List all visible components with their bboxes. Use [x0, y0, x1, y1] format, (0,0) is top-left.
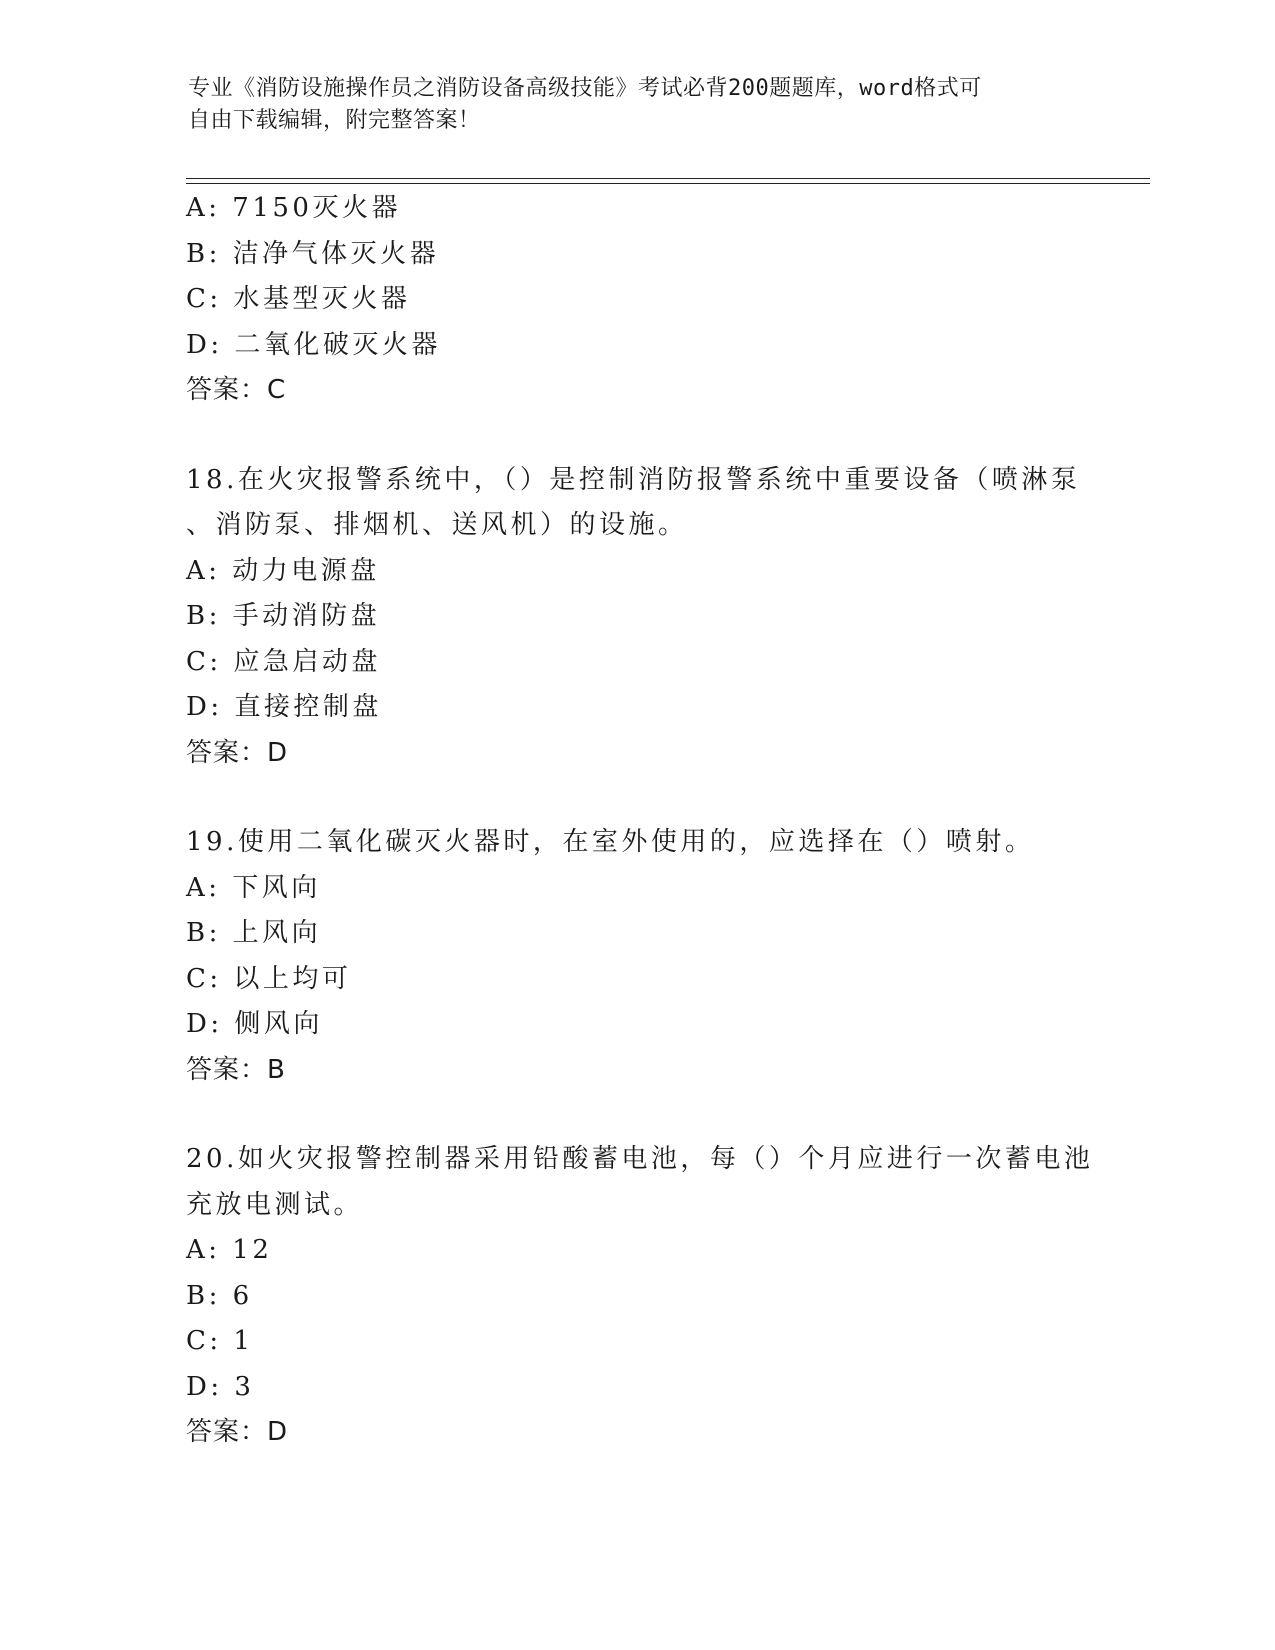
question-stem-line-1: 20.如火灾报警控制器采用铅酸蓄电池，每（）个月应进行一次蓄电池: [186, 1144, 1094, 1174]
option-d: D: 3: [186, 1371, 255, 1402]
question-list: [186, 186, 1106, 1456]
question-20: [186, 1137, 1106, 1456]
answer-line: 答案：D: [186, 1417, 289, 1447]
option-d: D: 直接控制盘: [186, 692, 382, 722]
option-a: A: 下风向: [186, 872, 321, 903]
question-stem-line-2: 、消防泵、排烟机、送风机）的设施。: [186, 510, 688, 540]
option-c: C: 1: [186, 1326, 254, 1356]
option-d: D: 侧风向: [186, 1009, 323, 1039]
question-18: [186, 458, 1106, 777]
option-b: B: 洁净气体灭火器: [186, 238, 440, 269]
question-stem-line-2: 充放电测试。: [186, 1189, 364, 1220]
header-divider-top: [186, 178, 1150, 179]
header-line-2: 自由下载编辑，附完整答案！: [188, 108, 481, 133]
header-divider-bottom: [186, 183, 1150, 184]
option-b: B: 手动消防盘: [186, 601, 381, 631]
answer-line: 答案：D: [186, 737, 289, 768]
question-stem-line-1: 18.在火灾报警系统中，（）是控制消防报警系统中重要设备（喷淋泵: [186, 464, 1081, 495]
option-b: B: 6: [186, 1280, 253, 1311]
option-c: C: 应急启动盘: [186, 646, 381, 677]
option-a: A: 7150灭火器: [186, 193, 401, 223]
header-line-1: 专业《消防设施操作员之消防设备高级技能》考试必背200题题库，word格式可: [188, 76, 982, 101]
option-b: B: 上风向: [186, 918, 322, 948]
option-a: A: 动力电源盘: [186, 555, 380, 586]
question-17: [186, 186, 1106, 414]
document-header: [188, 73, 1088, 137]
question-stem-line-1: 19.使用二氧化碳灭火器时，在室外使用的，应选择在（）喷射。: [186, 827, 1035, 857]
answer-line: 答案：C: [186, 375, 287, 405]
option-c: C: 水基型灭火器: [186, 284, 411, 314]
question-19: [186, 820, 1106, 1093]
option-d: D: 二氧化破灭火器: [186, 329, 441, 360]
option-a: A: 12: [186, 1235, 273, 1265]
answer-line: 答案：B: [186, 1054, 286, 1085]
option-c: C: 以上均可: [186, 963, 352, 994]
